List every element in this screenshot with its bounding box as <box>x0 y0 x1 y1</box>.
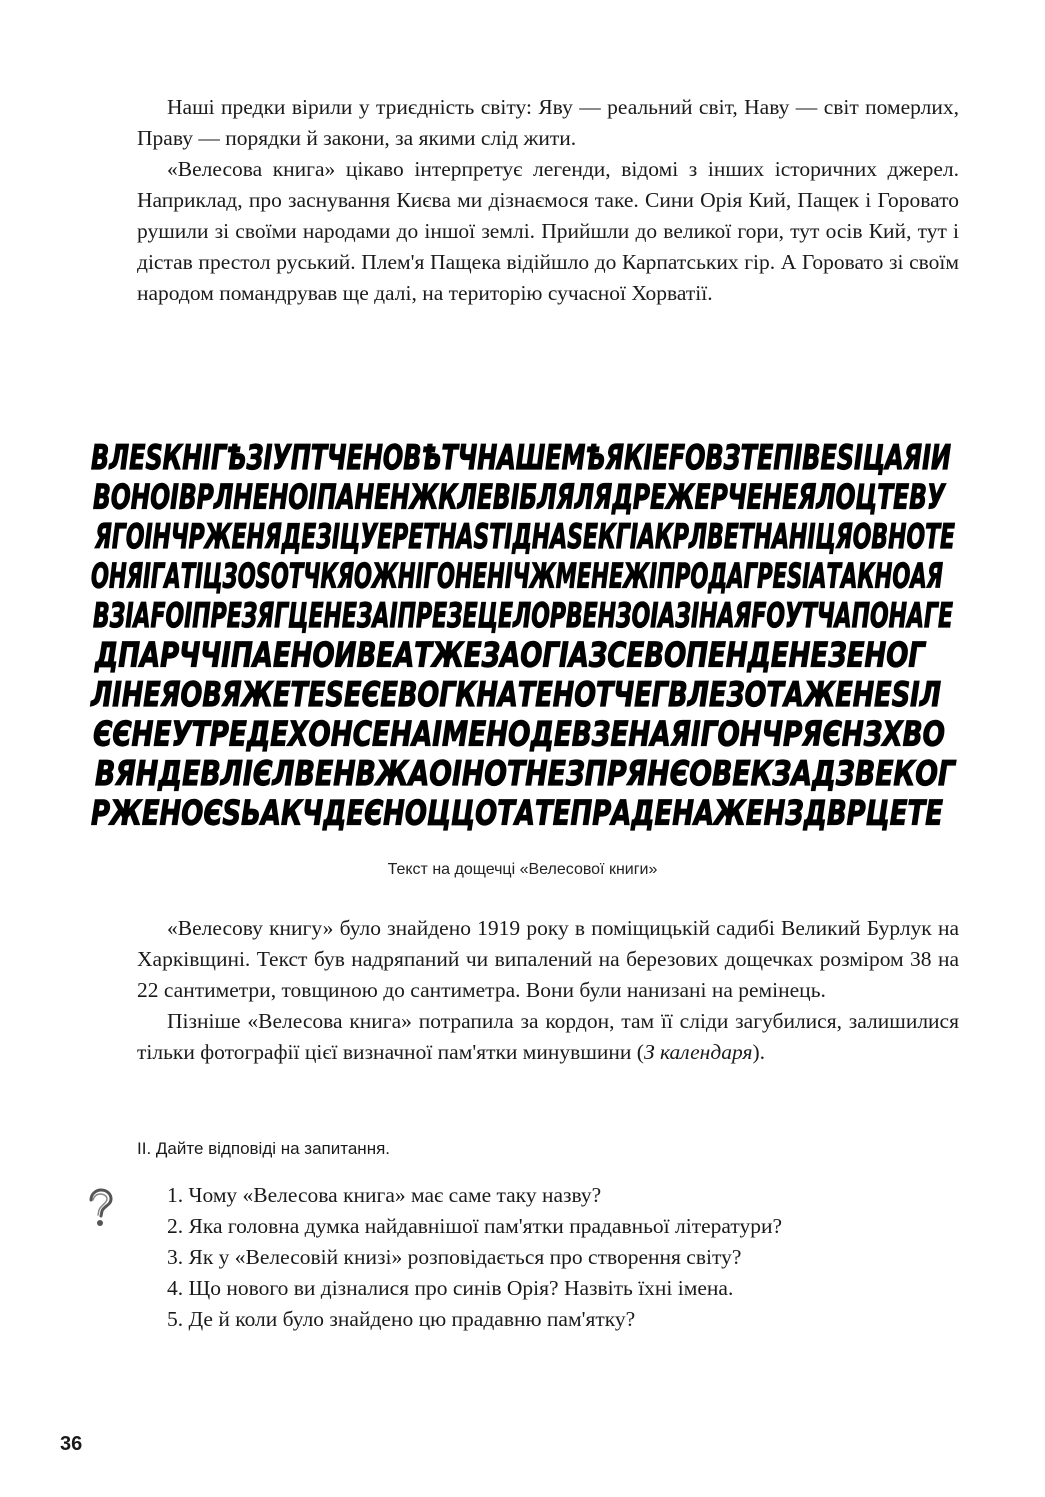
question-mark-icon <box>82 1188 116 1228</box>
paragraph-discovery: «Велесову книгу» було знайдено 1919 року в поміщицькій садибі Великий Бурлук на Харківщині. Текст був надряпаний чи випалений на березових дощечках розміром 38 на 22 сантиметри, товщиною до сантиметра. Вони були нанизані на ремінець. <box>137 916 959 1002</box>
tablet-image <box>85 436 960 836</box>
questions-list <box>137 1180 959 1335</box>
intro-text <box>137 92 959 309</box>
tablet-line: ВЛЕSКНІГѢЗІУПТЧЕНОВѢТЧНАШЕМѢЯКІЕFОВЗТЕПІВЕSІЦАЯІИ <box>91 438 951 478</box>
tablet-line: ДПАРЧЧІПАЕНОИВЕАТЖЕЗАОГІАЗСЕВОПЕНДЕНЕЗЕНОГ <box>94 635 927 676</box>
tablet-line: ЄЄНЕУТРЕДЕХОНСЕНАІМЕНОДЕВЗЕНАЯІГОНЧРЯЄНЗХВО <box>93 714 945 755</box>
abroad-end: ). <box>752 1040 765 1064</box>
paragraph-legend: «Велесова книга» цікаво інтерпретує легенди, відомі з інших історичних джерел. Наприклад, про заснування Києва ми дізнаємося таке. Сини Орія Кий, Пащек і Горовато рушили зі своїми народами до іншої землі. Прийшли до великої гори, тут осів Кий, тут і дістав престол руський. Плем'я Пащека відійшло до Карпатських гір. А Горовато зі своїм народом помандрував ще далі, на територію сучасної Хорватії. <box>137 157 959 305</box>
question-item: 3. Як у «Велесовій книзі» розповідається про створення світу? <box>167 1245 742 1269</box>
abroad-text: Пізніше «Велесова книга» потрапила за кордон, там її сліди загубилися, залишилися тільки фотографії цієї визначної пам'ятки минувшини ( <box>137 1009 959 1064</box>
tablet-line: ВОНОІВРЛНЕНОІПАНЕНЖКЛЕВІБЛЯЛЯДРЕЖЕРЧЕНЕЯЛОЦТЕВУ <box>93 477 947 518</box>
task-heading: ІІ. Дайте відповіді на запитання. <box>137 1139 391 1158</box>
discovery-text <box>137 913 959 1068</box>
tablet-line: ВЯНДЕВЛІЄЛВЕНВЖАОІНОТНЕЗПРЯНЄОВЕКЗАДЗВЕКОГ <box>95 754 957 794</box>
page-number: 36 <box>60 1433 83 1455</box>
source-label: З календаря <box>643 1040 753 1064</box>
tablet-line: РЖЕНОЄЅЬАКЧДЕЄНОЦЦОТАТЕПРАДЕНАЖЕНЗДВРЦЕТЕ <box>91 793 943 834</box>
figure-caption: Текст на дощечці «Велесової книги» <box>387 861 658 878</box>
tablet-line: ОНЯІГАТІЦЗОSОТЧКЯОЖНІГОНЕНІЧЖМЕНЕЖІПРОДАГРЕSІАТАКНОАЯ <box>91 556 943 597</box>
tablet-line: ЛІНЕЯОВЯЖЕТЕЅЕЄЕВОГКНАТЕНОТЧЕГВЛЕЗОТАЖЕНЕЅІЛ <box>90 675 942 715</box>
tablet-line: ВЗІАFОІПРЕЗЯГЦЕНЕЗАІПРЕЗЕЦЕЛОРВЕНЗОІАЗІНАЯFОУТЧАПОНАГЕ <box>93 596 953 636</box>
paragraph-abroad <box>137 1006 959 1068</box>
question-item: 5. Де й коли було знайдено цю прадавню пам'ятку? <box>167 1307 636 1331</box>
tablet-line: ЯГОІНЧРЖЕНЯДЕЗІЦУЕРЕТНАSТІДНАSЕКГІАКРЛВЕТНАНІЦЯОВНОТЕ <box>94 517 955 557</box>
paragraph-triad: Наші предки вірили у триєдність світу: Яву — реальний світ, Наву — світ померлих, Праву — порядки й закони, за якими слід жити. <box>137 95 959 150</box>
question-item: 2. Яка головна думка найдавнішої пам'ятки прадавньої літератури? <box>167 1214 783 1238</box>
question-item: 1. Чому «Велесова книга» має саме таку назву? <box>167 1183 602 1207</box>
tablet-inscription <box>85 436 960 836</box>
question-item: 4. Що нового ви дізналися про синів Орія? Назвіть їхні імена. <box>167 1276 734 1300</box>
